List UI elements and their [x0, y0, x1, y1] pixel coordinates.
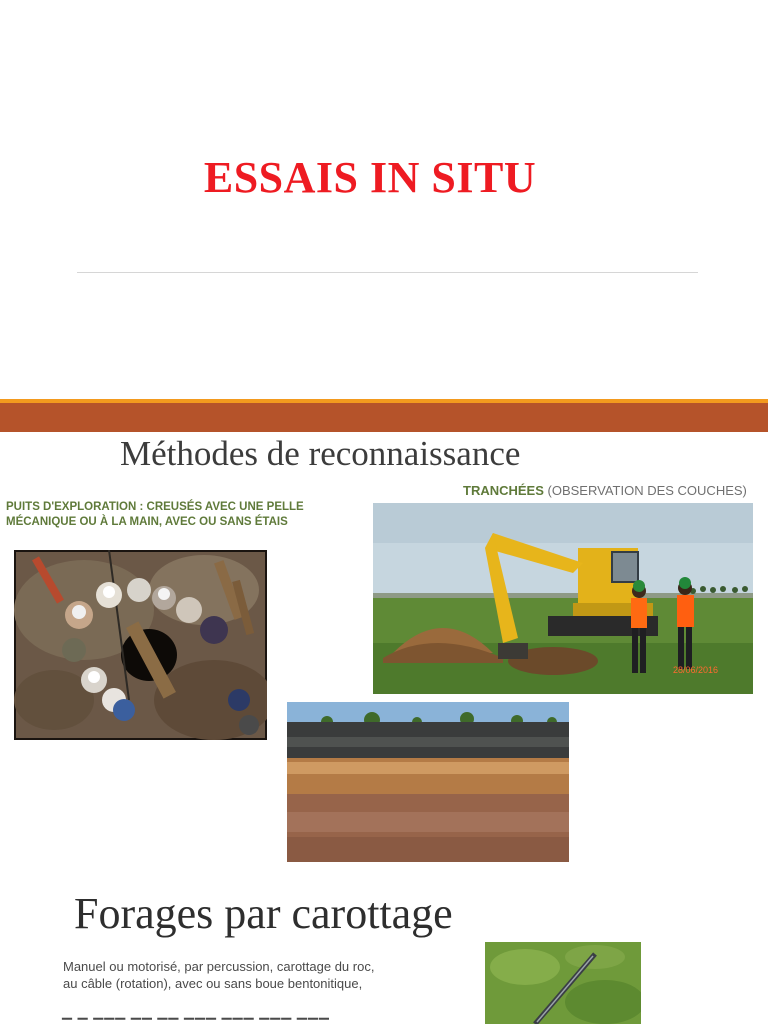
tranchees-caption — [463, 483, 747, 498]
header-band — [0, 403, 768, 432]
forages-heading: Forages par carottage — [74, 889, 453, 938]
cut-off-text-line: ▔ ▔ ▔▔▔ ▔▔ ▔▔ ▔▔▔ ▔▔▔ ▔▔▔ ▔▔▔ — [62, 1018, 330, 1033]
tranchees-caption-bold: TRANCHÉES — [463, 483, 544, 498]
trench-excavator-photo — [373, 503, 753, 694]
photo-timestamp: 28/06/2016 — [673, 665, 719, 675]
puits-caption: PUITS D'EXPLORATION : CREUSÉS AVEC UNE PELLE MÉCANIQUE OU À LA MAIN, AVEC OU SANS ÉTAIS — [6, 501, 304, 528]
section-heading: Méthodes de reconnaissance — [120, 434, 521, 473]
core-drill-photo — [485, 942, 641, 1024]
tranchees-caption-rest: (OBSERVATION DES COUCHES) — [543, 483, 747, 498]
exploration-pit-photo — [14, 550, 267, 740]
forages-description: Manuel ou motorisé, par percussion, carottage du roc, au câble (rotation), avec ou sans boue bentonitique, — [63, 959, 375, 991]
soil-profile-photo — [287, 702, 569, 862]
slide-title: ESSAIS IN SITU — [203, 153, 537, 202]
title-divider — [77, 272, 698, 273]
